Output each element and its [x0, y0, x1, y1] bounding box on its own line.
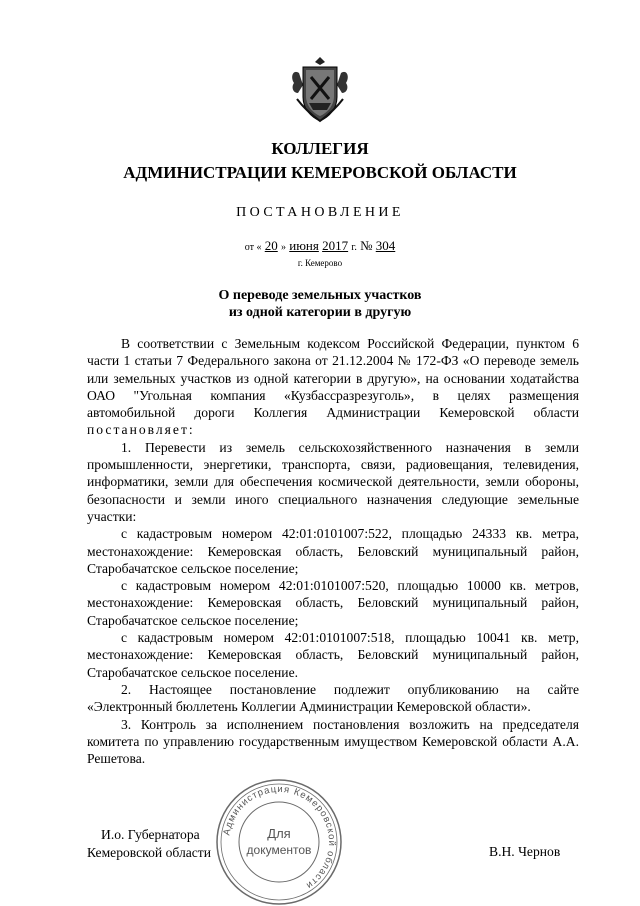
item-1-paragraph: 1. Перевести из земель сельскохозяйственного назначения в земли промышленности, энергетики, транспорта, связи, радиовещания, телевидения, информатики, земли для обеспечения космической деятельности, земли обороны, безопасности и земли иного специального назначения следующие земельные участки: — [87, 439, 579, 524]
signatory-position — [87, 826, 211, 862]
date-year: 2017 — [322, 238, 349, 253]
intro-resolves: постановляет: — [87, 422, 195, 438]
stamp-center-line1: Для — [267, 826, 291, 841]
issuer-title-line1: КОЛЛЕГИЯ — [271, 139, 369, 158]
date-day: 20 — [264, 238, 278, 253]
signatory-position-line2: Кемеровской области — [87, 845, 212, 860]
issuer-title-line2: АДМИНИСТРАЦИИ КЕМЕРОВСКОЙ ОБЛАСТИ — [123, 163, 517, 182]
stamp-center-line2: документов — [246, 843, 312, 857]
date-number-line — [0, 238, 640, 254]
item-3-paragraph: 3. Контроль за исполнением постановления возложить на председателя комитета по управлению государственным имуществом Кемеровской области А.А. Решетова. — [87, 716, 579, 767]
parcel-item: с кадастровым номером 42:01:0101007:522, площадью 24333 кв. метра, местонахождение: Кемеровская область, Беловский муниципальный район, Старобачатское сельское поселение; — [87, 526, 579, 576]
parcel-item: с кадастровым номером 42:01:0101007:520, площадью 10000 кв. метров, местонахождение: Кемеровская область, Беловский муниципальный район, Старобачатское сельское поселение; — [87, 578, 579, 628]
intro-text: В соответствии с Земельным кодексом Российской Федерации, пунктом 6 части 1 статьи 7 Федерального закона от 21.12.2004 № 172-ФЗ «О переводе земель или земельных участков из одной категории в другую», на основании ходатайства ОАО "Угольная компания «Кузбассразрезуголь», в целях размещения автомобильной дороги Коллегия Администрации Кемеровской области — [87, 336, 579, 421]
document-number: 304 — [375, 238, 396, 253]
parcel-item: с кадастровым номером 42:01:0101007:518, площадью 10041 кв. метр, местонахождение: Кемеровская область, Беловский муниципальный район, Старобачатское сельское поселение. — [87, 630, 579, 680]
document-body — [87, 335, 579, 767]
city-label: г. Кемерово — [297, 258, 343, 268]
intro-paragraph — [87, 335, 579, 439]
signatory-position-line1: И.о. Губернатора — [101, 827, 200, 842]
date-month: июня — [289, 238, 319, 253]
document-kind: ПОСТАНОВЛЕНИЕ — [236, 205, 404, 220]
official-stamp-seal — [215, 778, 343, 906]
stamp-ring-text: Администрация Кемеровской области — [221, 783, 338, 892]
item-2-paragraph: 2. Настоящее постановление подлежит опубликованию на сайте «Электронный бюллетень Коллегии Администрации Кемеровской области». — [87, 681, 579, 715]
coat-of-arms-emblem-icon — [289, 55, 351, 125]
date-year-suffix: г. — [351, 242, 357, 253]
date-mid: » — [281, 242, 286, 253]
number-sign: № — [360, 238, 373, 253]
subject-line1: О переводе земельных участков — [218, 288, 422, 303]
signatory-name: В.Н. Чернов — [489, 844, 561, 859]
date-prefix: от « — [244, 242, 262, 253]
subject-line2: из одной категории в другую — [228, 305, 412, 320]
